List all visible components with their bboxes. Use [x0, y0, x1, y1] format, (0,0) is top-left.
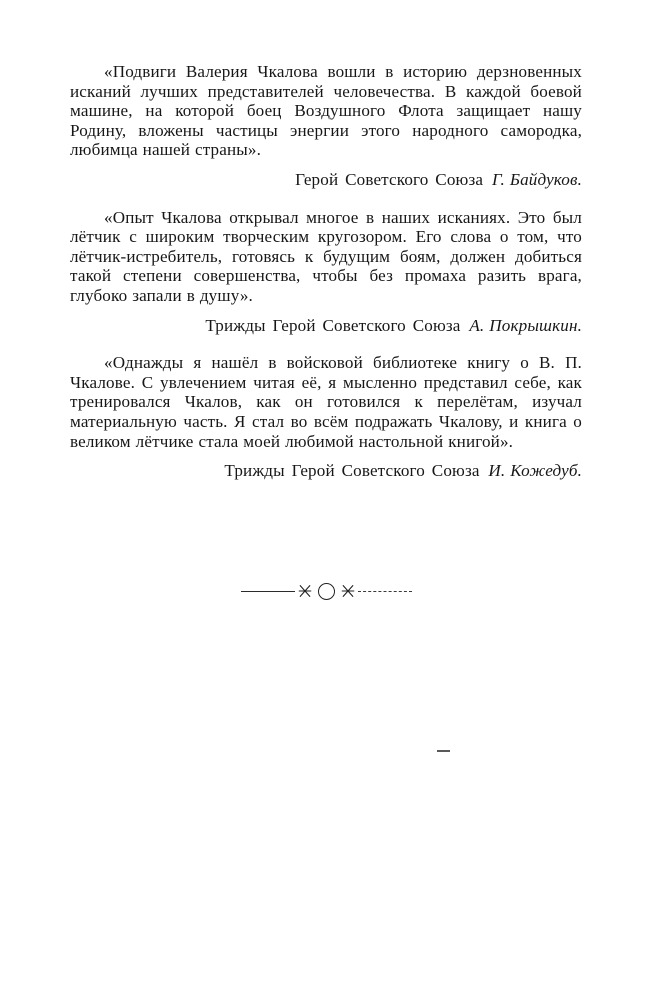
attribution-title: Трижды Герой Советского Союза [224, 461, 480, 481]
attribution-name: Г. Байдуков. [491, 169, 582, 189]
quote-attribution [70, 316, 582, 336]
spacer [70, 190, 582, 208]
ornament-inner [241, 583, 412, 600]
quote-paragraph: «Однажды я нашёл в войсковой библиотеке книгу о В. П. Чкалове. С увлечением читая её, я мысленно представил себе, как тренировался Чкалов, как он готовился к перелётам, изучал материальную часть. Я стал во всём подражать Чкалову, и книга о великом лётчике стала моей любимой настольной книгой». [70, 353, 582, 451]
spacer [70, 335, 582, 353]
asterisk-star-icon [297, 583, 313, 599]
scan-speck [437, 750, 450, 752]
circle-outline-icon [318, 583, 335, 600]
quotes-container [70, 62, 582, 481]
horizontal-rule-icon [241, 591, 295, 592]
dashed-rule-icon [358, 591, 412, 592]
spacer [70, 160, 582, 170]
spacer [70, 451, 582, 461]
attribution-title: Трижды Герой Советского Союза [205, 315, 461, 335]
quote-attribution [70, 170, 582, 190]
spacer [70, 306, 582, 316]
attribution-name: И. Кожедуб. [488, 461, 582, 481]
quote-paragraph: «Опыт Чкалова открывал многое в наших исканиях. Это был лётчик с широким творческим кругозором. Его слова о том, что лётчик-истребитель, готовясь к будущим боям, должен добиться такой степени совершенства, чтобы без промаха разить врага, глубоко запали в душу». [70, 207, 582, 305]
quote-attribution [70, 461, 582, 481]
asterisk-star-icon [340, 583, 356, 599]
attribution-title: Герой Советского Союза [295, 169, 484, 189]
quote-paragraph: «Подвиги Валерия Чкалова вошли в историю дерзновенных исканий лучших представителей человечества. В каждой боевой машине, на которой боец Воздушного Флота защищает нашу Родину, вложены частицы энергии этого народного самородка, любимца нашей страны». [70, 62, 582, 160]
attribution-name: А. Покрышкин. [469, 315, 582, 335]
section-ornament [0, 578, 652, 604]
